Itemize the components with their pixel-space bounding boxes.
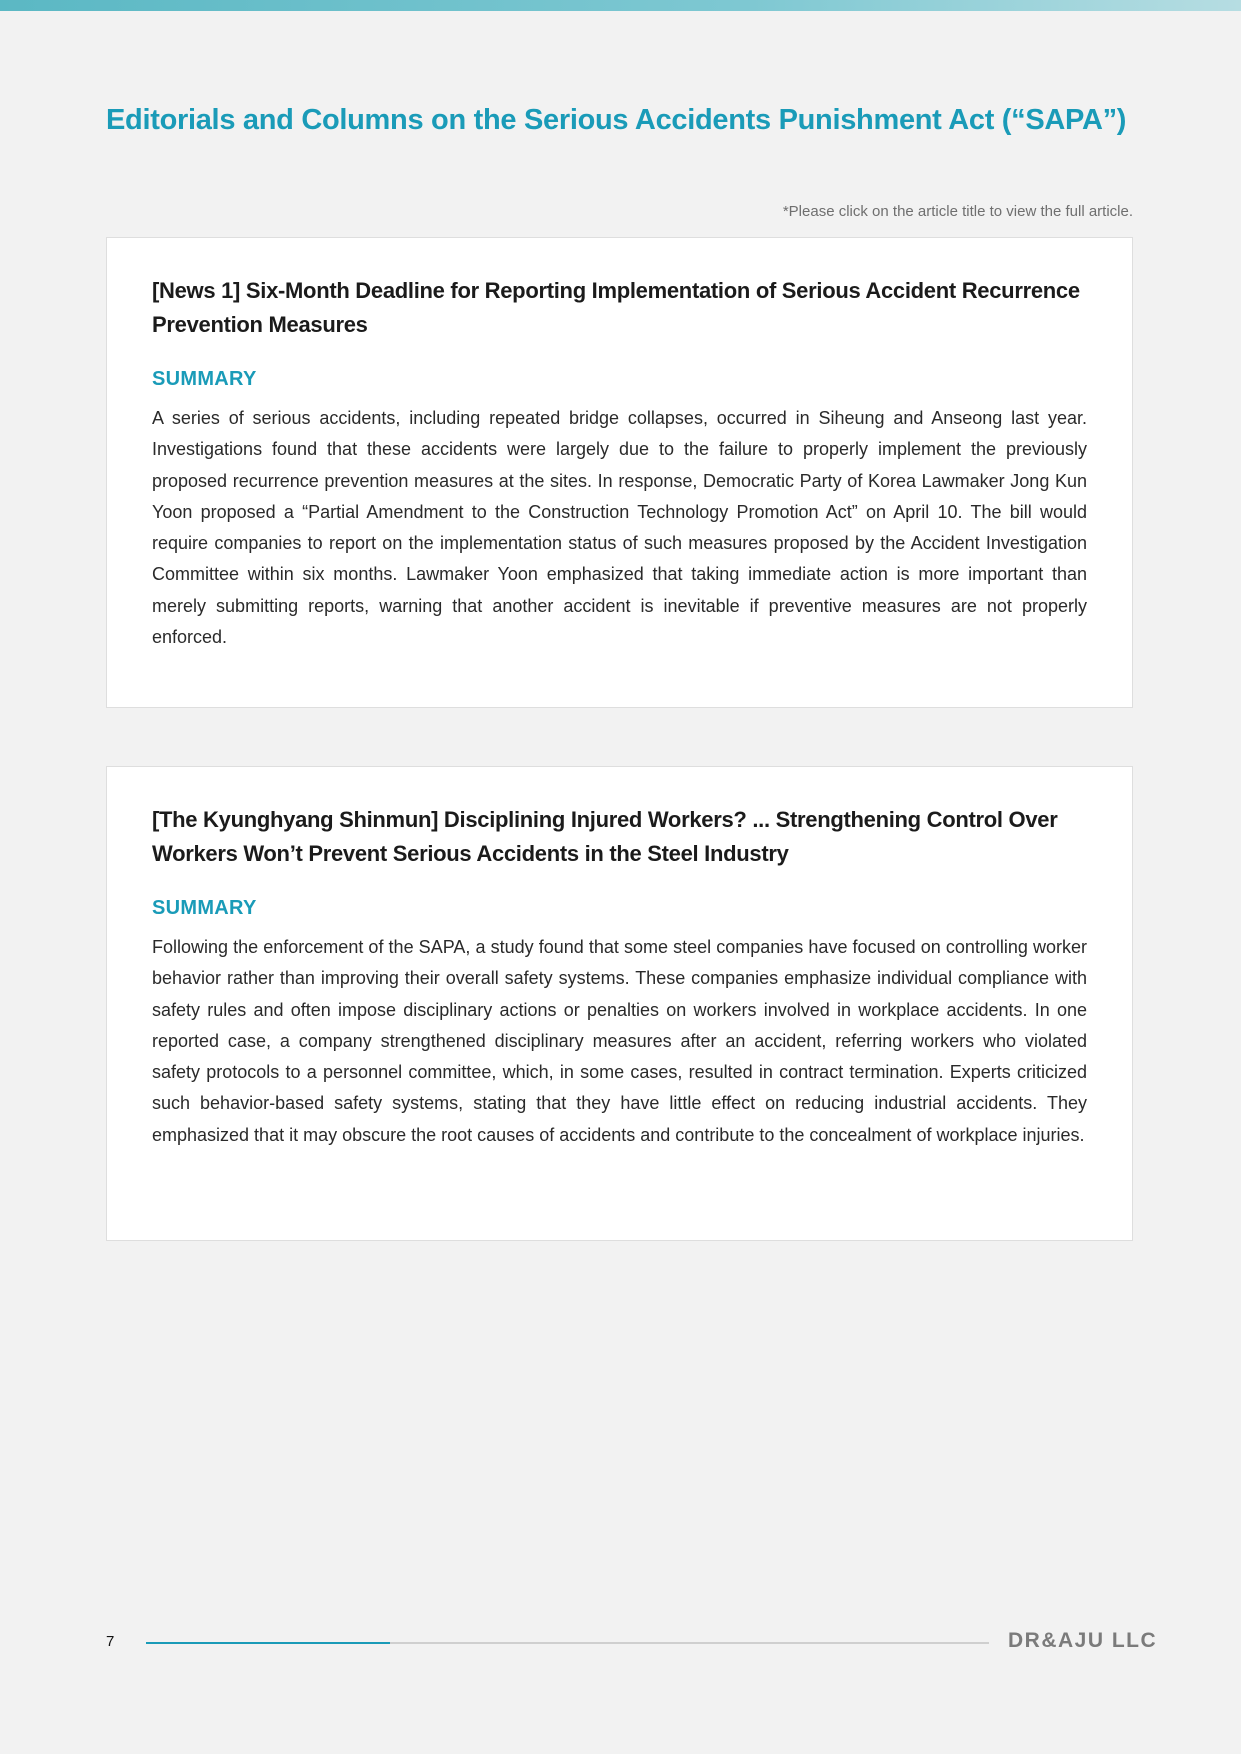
- brand-name: DR&AJU LLC: [1008, 1629, 1158, 1652]
- page-progress-fill: [146, 1642, 390, 1644]
- summary-text: A series of serious accidents, including repeated bridge collapses, occurred in Siheung and Anseong last year. Investigations found that these accidents were largely due to the failure to properly implement the previously proposed recurrence prevention measures at the sites. In response, Democratic Party of Korea Lawmaker Jong Kun Yoon proposed a “Partial Amendment to the Construction Technology Promotion Act” on April 10. The bill would require companies to report on the implementation status of such measures proposed by the Accident Investigation Committee within six months. Lawmaker Yoon emphasized that taking immediate action is more important than merely submitting reports, warning that another accident is inevitable if preventive measures are not properly enforced.: [152, 408, 1087, 648]
- click-instruction-note: *Please click on the article title to view the full article.: [782, 203, 1133, 220]
- article-title-link[interactable]: [The Kyunghyang Shinmun] Disciplining Injured Workers? ... Strengthening Control Over Workers Won’t Prevent Serious Accidents in the Steel Industry: [152, 807, 1058, 866]
- page-progress-track: [146, 1642, 989, 1644]
- page-number: 7: [106, 1633, 115, 1650]
- summary-label: SUMMARY: [152, 897, 257, 919]
- article-card: [106, 237, 1133, 708]
- summary-text: Following the enforcement of the SAPA, a study found that some steel companies have focused on controlling worker behavior rather than improving their overall safety systems. These companies emphasize individual compliance with safety rules and often impose disciplinary actions or penalties on workers involved in workplace accidents. In one reported case, a company strengthened disciplinary measures after an accident, referring workers who violated safety protocols to a personnel committee, which, in some cases, resulted in contract termination. Experts criticized such behavior-based safety systems, stating that they have little effect on reducing industrial accidents. They emphasized that it may obscure the root causes of accidents and contribute to the concealment of workplace injuries.: [152, 937, 1087, 1145]
- summary-label: SUMMARY: [152, 368, 257, 390]
- article-title-link[interactable]: [News 1] Six-Month Deadline for Reporting Implementation of Serious Accident Recurrence Prevention Measures: [152, 278, 1080, 337]
- article-card: [106, 766, 1133, 1241]
- top-accent-bar: [0, 0, 1241, 11]
- page-title: Editorials and Columns on the Serious Accidents Punishment Act (“SAPA”): [106, 104, 1127, 136]
